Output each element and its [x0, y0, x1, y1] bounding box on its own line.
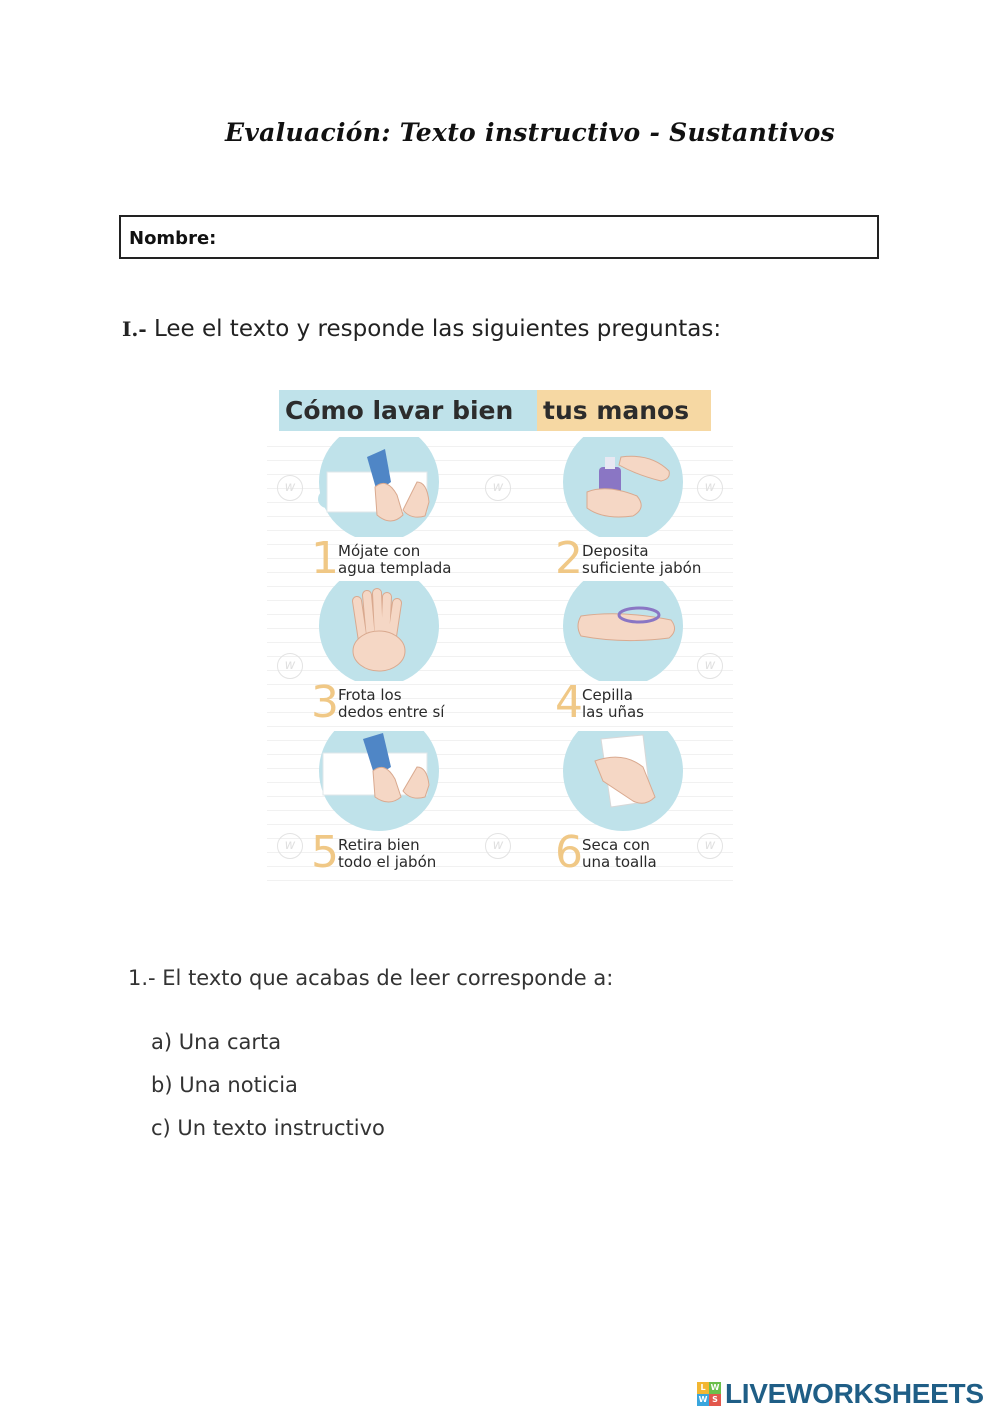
watermark-icon: w [697, 653, 723, 679]
step-4 [511, 581, 711, 728]
poster-heading-left: Cómo lavar bien [279, 390, 537, 431]
step-number: 4 [555, 677, 583, 728]
step-caption: Deposita suficiente jabón [582, 542, 702, 577]
section-instruction: Lee el texto y responde las siguientes preguntas: [153, 316, 722, 342]
watermark-icon: w [277, 653, 303, 679]
watermark-icon: w [697, 833, 723, 859]
step-caption: Frota los dedos entre sí [338, 686, 445, 721]
step-number: 5 [311, 827, 339, 878]
step-5 [267, 731, 467, 878]
rub-fingers-icon [267, 581, 467, 681]
step-3 [267, 581, 467, 728]
section-number: I.- [122, 317, 147, 341]
step-1 [267, 437, 467, 584]
option-a[interactable]: a) Una carta [151, 1030, 282, 1054]
page-title: Evaluación: Texto instructivo - Sustantivos [225, 118, 835, 147]
watermark-icon: w [485, 833, 511, 859]
name-label: Nombre: [129, 228, 217, 249]
step-number: 6 [555, 827, 583, 878]
step-caption: Retira bien todo el jabón [338, 836, 437, 871]
step-caption: Cepilla las uñas [582, 686, 644, 721]
step-2 [511, 437, 711, 584]
question-1: 1.- El texto que acabas de leer corresponde a: [128, 966, 614, 990]
section-heading [122, 316, 721, 342]
watermark-icon: w [277, 475, 303, 501]
step-number: 3 [311, 677, 339, 728]
step-caption: Mójate con agua templada [338, 542, 452, 577]
watermark-icon: w [697, 475, 723, 501]
handwash-poster [267, 385, 733, 885]
logo-mark-icon: L W W S [698, 1383, 720, 1404]
poster-heading-right: tus manos [537, 390, 711, 431]
soap-dispenser-icon [511, 437, 711, 537]
watermark-icon: w [485, 475, 511, 501]
towel-dry-icon [511, 731, 711, 831]
step-number: 2 [555, 533, 583, 584]
option-c[interactable]: c) Un texto instructivo [151, 1116, 385, 1140]
watermark-icon: w [277, 833, 303, 859]
name-field[interactable] [119, 215, 879, 259]
step-caption: Seca con una toalla [582, 836, 657, 871]
step-number: 1 [311, 533, 339, 584]
liveworksheets-logo [697, 1377, 997, 1411]
logo-text: LIVEWORKSHEETS [725, 1378, 984, 1409]
brush-nails-icon [511, 581, 711, 681]
rinse-hands-icon [267, 731, 467, 831]
option-b[interactable]: b) Una noticia [151, 1073, 298, 1097]
wet-hands-icon [267, 437, 467, 537]
step-6 [511, 731, 711, 878]
